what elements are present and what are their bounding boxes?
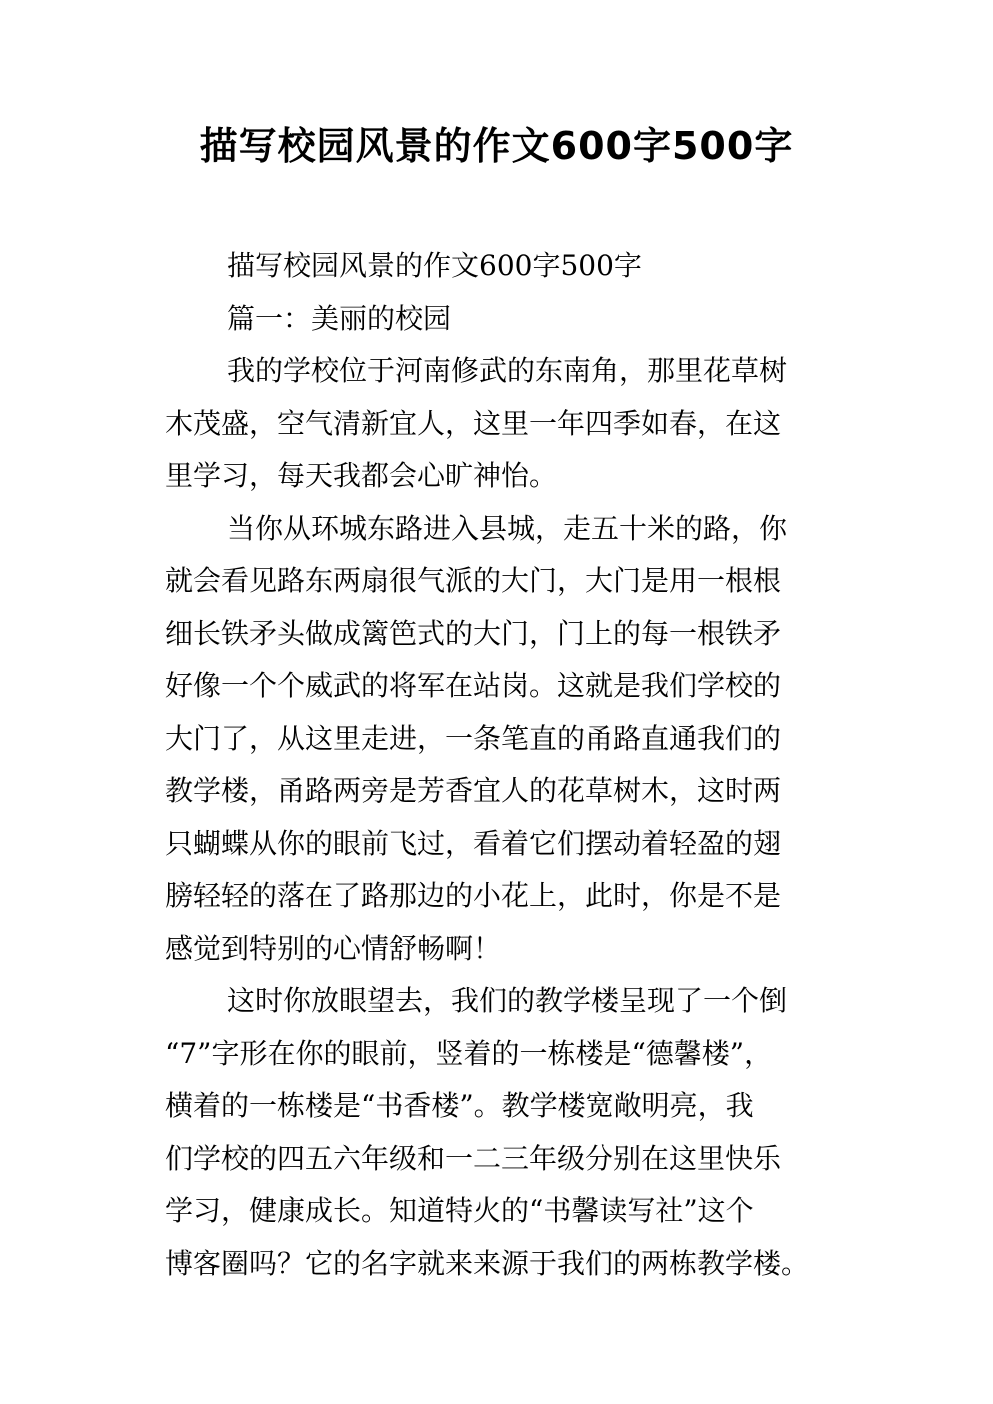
body-line: 大门了，从这里走进，一条笔直的甬路直通我们的 xyxy=(165,721,782,755)
body-line: 们学校的四五六年级和一二三年级分别在这里快乐 xyxy=(165,1141,782,1175)
body-line: 描写校园风景的作文600字500字 xyxy=(227,249,642,282)
document-title: 描写校园风景的作文600字500字 xyxy=(199,124,794,168)
body-line: 感觉到特别的心情舒畅啊！ xyxy=(165,931,502,965)
document-body xyxy=(165,240,840,1290)
body-line: 教学楼，甬路两旁是芳香宜人的花草树木，这时两 xyxy=(165,774,782,807)
body-line: 我的学校位于河南修武的东南角，那里花草树 xyxy=(227,354,788,387)
body-line: 这时你放眼望去，我们的教学楼呈现了一个倒 xyxy=(227,984,788,1017)
body-line: 横着的一栋楼是“书香楼”。教学楼宽敞明亮，我 xyxy=(165,1089,754,1122)
body-line: 木茂盛，空气清新宜人，这里一年四季如春，在这 xyxy=(165,406,782,440)
body-line: 里学习，每天我都会心旷神怡。 xyxy=(165,459,558,492)
body-line: 篇一：美丽的校园 xyxy=(227,301,452,335)
body-line: “7”字形在你的眼前，竖着的一栋楼是“德馨楼”， xyxy=(165,1036,773,1070)
body-line: 学习，健康成长。知道特火的“书馨读写社”这个 xyxy=(165,1194,754,1227)
body-line: 好像一个个威武的将军在站岗。这就是我们学校的 xyxy=(165,669,782,702)
body-line: 细长铁矛头做成篱笆式的大门，门上的每一根铁矛 xyxy=(165,616,782,650)
body-line: 就会看见路东两扇很气派的大门，大门是用一根根 xyxy=(165,564,782,597)
body-line: 当你从环城东路进入县城，走五十米的路，你 xyxy=(227,511,788,545)
body-line: 博客圈吗？它的名字就来来源于我们的两栋教学楼。 xyxy=(165,1246,810,1280)
body-line: 只蝴蝶从你的眼前飞过，看着它们摆动着轻盈的翅 xyxy=(165,826,782,860)
body-line: 膀轻轻的落在了路那边的小花上，此时，你是不是 xyxy=(165,879,782,912)
